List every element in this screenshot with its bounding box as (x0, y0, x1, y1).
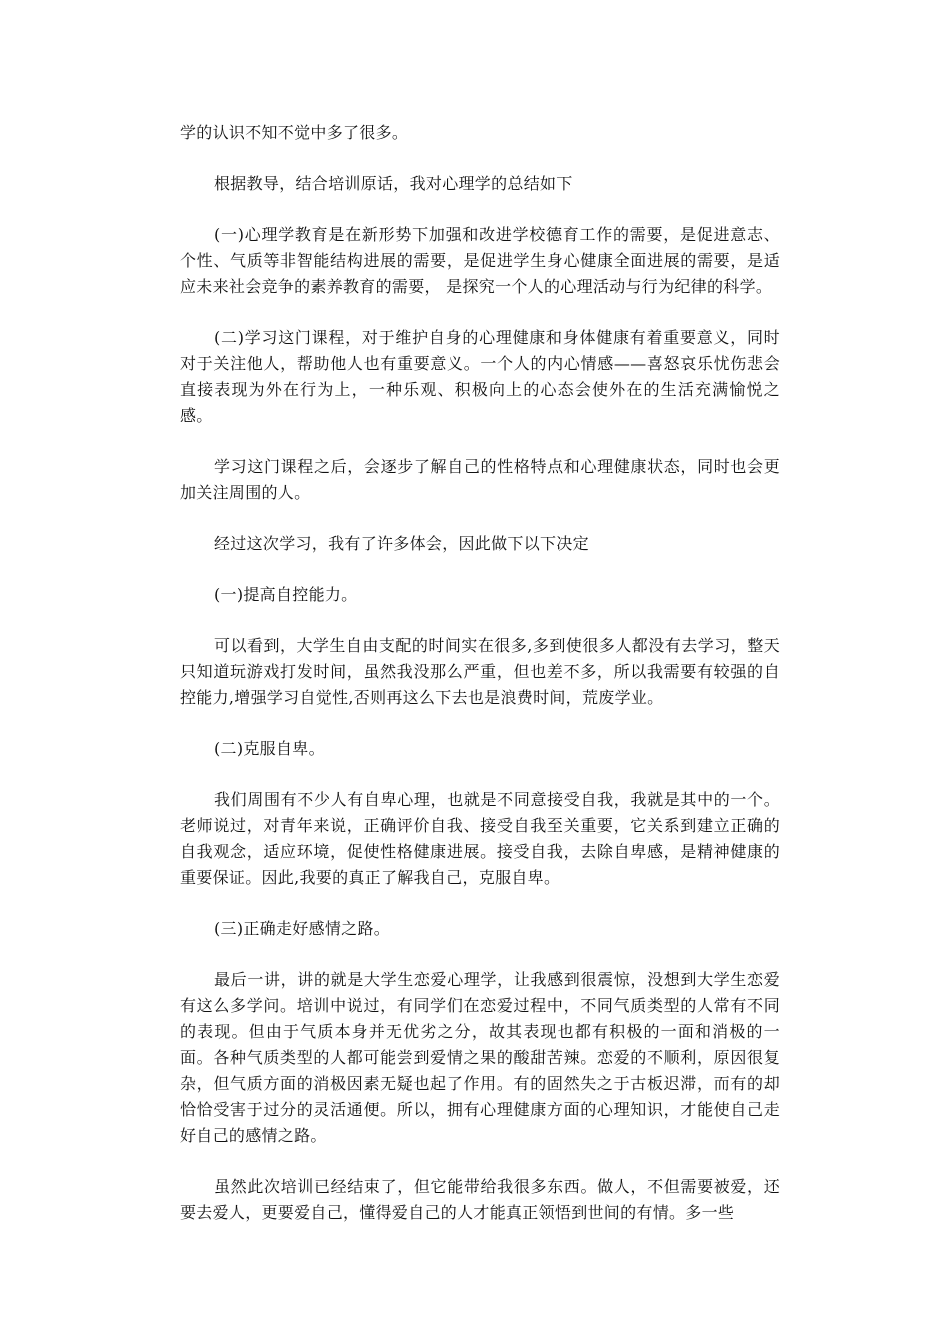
paragraph-emotion-path: 最后一讲，讲的就是大学生恋爱心理学，让我感到很震惊，没想到大学生恋爱有这么多学问。培训中说过，有同学们在恋爱过程中，不同气质类型的人常有不同的表现。但由于气质本身并无优劣之分，故其表现也都有积极的一面和消极的一面。各种气质类型的人都可能尝到爱情之果的酸甜苦辣。恋爱的不顺利，原因很复杂，但气质方面的消极因素无疑也起了作用。有的固然失之于古板迟滞，而有的却恰恰受害于过分的灵活通便。所以，拥有心理健康方面的心理知识，才能使自己走好自己的感情之路。 (180, 970, 780, 1145)
paragraph-overcome-inferiority: 我们周围有不少人有自卑心理，也就是不同意接受自我，我就是其中的一个。老师说过，对青年来说，正确评价自我、接受自我至关重要，它关系到建立正确的自我观念，适应环境，促使性格健康进展。接受自我，去除自卑感，是精神健康的重要保证。因此,我要的真正了解我自己，克服自卑。 (180, 790, 780, 887)
document-body (180, 120, 780, 1226)
paragraph-conclusion: 虽然此次培训已经结束了，但它能带给我很多东西。做人，不但需要被爱，还要去爱人，更要爱自己，懂得爱自己的人才能真正领悟到世间的有情。多一些 (180, 1177, 780, 1222)
heading-self-control: (一)提高自控能力。 (214, 585, 358, 604)
paragraph-self-control: 可以看到，大学生自由支配的时间实在很多,多到使很多人都没有去学习，整天只知道玩游戏打发时间，虽然我没那么严重，但也差不多，所以我需要有较强的自控能力,增强学习自觉性,否则再这么下去也是浪费时间，荒废学业。 (180, 636, 780, 707)
paragraph-after-course: 学习这门课程之后，会逐步了解自己的性格特点和心理健康状态，同时也会更加关注周围的人。 (180, 457, 780, 502)
heading-overcome-inferiority: (二)克服自卑。 (214, 739, 325, 758)
paragraph-decisions-intro: 经过这次学习，我有了许多体会，因此做下以下决定 (214, 534, 589, 553)
paragraph-point-1: (一)心理学教育是在新形势下加强和改进学校德育工作的需要，是促进意志、个性、气质等非智能结构进展的需要，是促进学生身心健康全面进展的需要，是适应未来社会竞争的素养教育的需要， 是探究一个人的心理活动与行为纪律的科学。 (180, 225, 780, 296)
paragraph-continuation: 学的认识不知不觉中多了很多。 (180, 123, 409, 142)
paragraph-point-2: (二)学习这门课程，对于维护自身的心理健康和身体健康有着重要意义，同时对于关注他人，帮助他人也有重要意义。一个人的内心情感——喜怒哀乐忧伤悲会直接表现为外在行为上，一种乐观、积极向上的心态会使外在的生活充满愉悦之感。 (180, 328, 780, 425)
paragraph-summary-intro: 根据教导，结合培训原话，我对心理学的总结如下 (214, 174, 573, 193)
heading-emotion-path: (三)正确走好感情之路。 (214, 919, 391, 938)
